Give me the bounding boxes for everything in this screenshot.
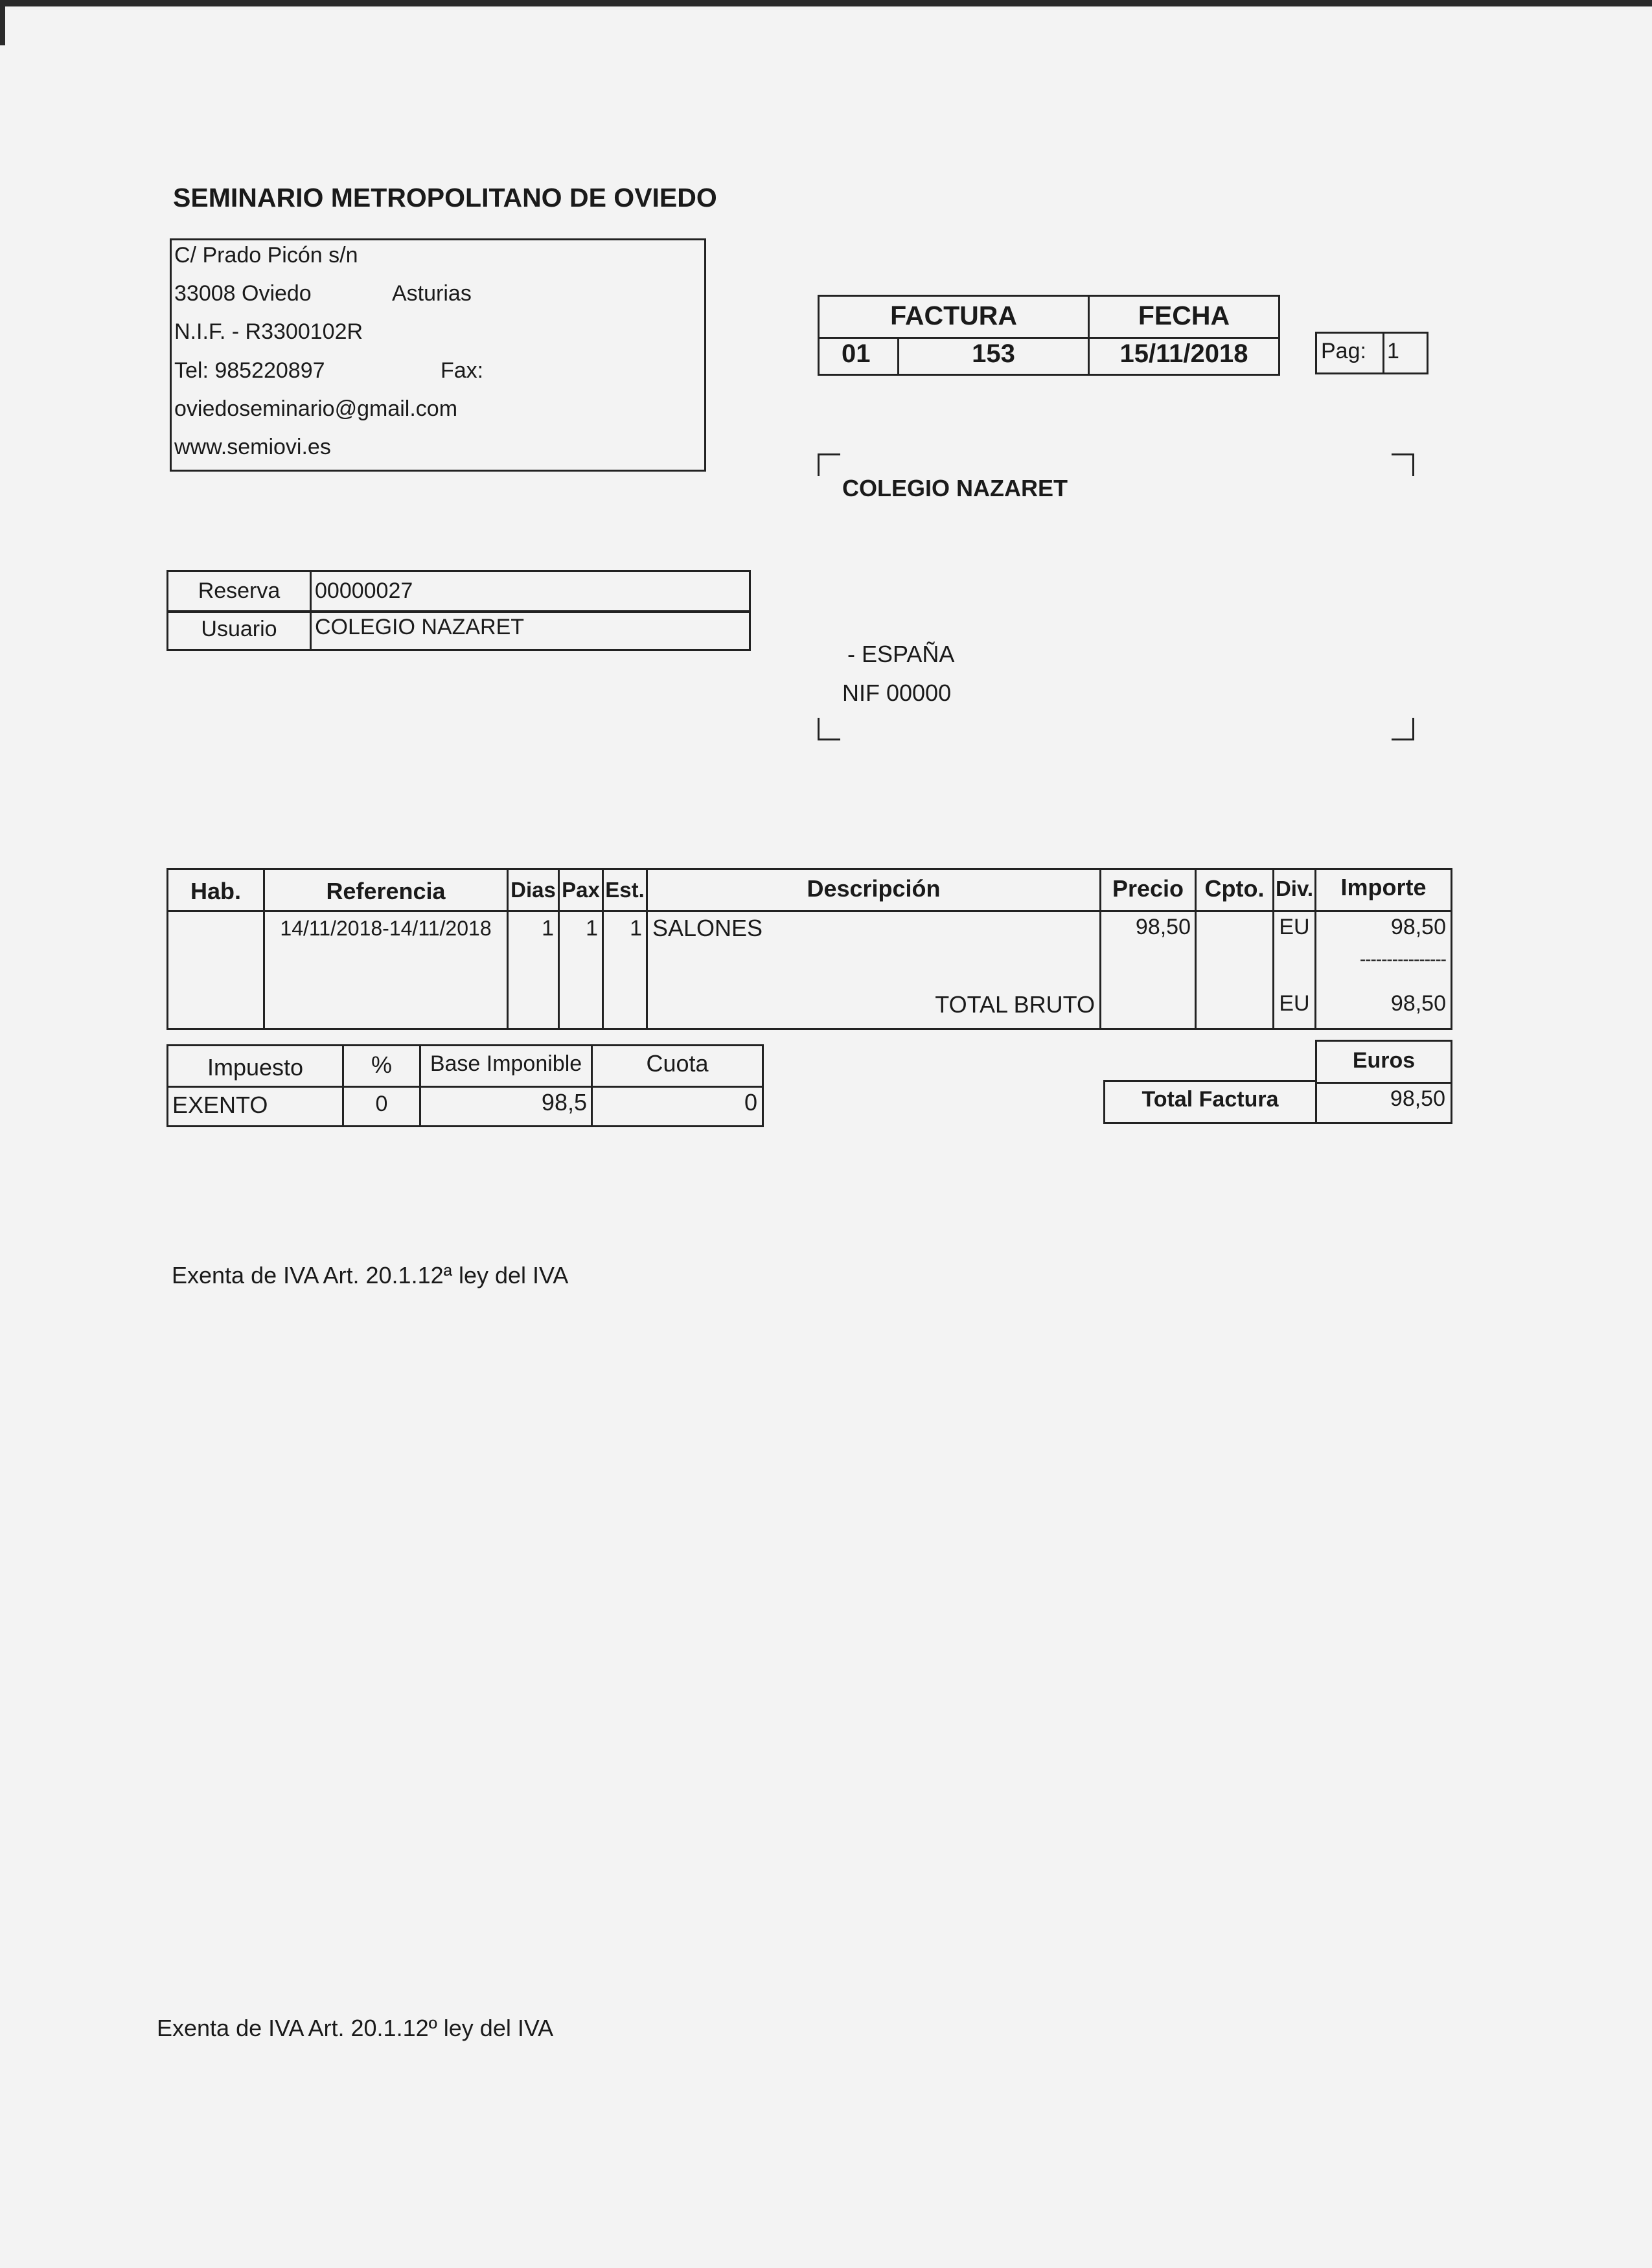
issuer-email: oviedoseminario@gmail.com bbox=[174, 396, 458, 421]
col-referencia: Referencia bbox=[326, 878, 446, 904]
reserva-value: 00000027 bbox=[315, 578, 413, 603]
total-bruto-label: TOTAL BRUTO bbox=[935, 991, 1095, 1018]
invoice-date: 15/11/2018 bbox=[1119, 339, 1248, 368]
invoice-header-box bbox=[818, 295, 1280, 376]
total-factura-label-box bbox=[1103, 1080, 1317, 1124]
row-cuota: 0 bbox=[744, 1089, 757, 1116]
client-country: - ESPAÑA bbox=[847, 641, 955, 667]
issuer-postal-city: 33008 Oviedo bbox=[174, 281, 312, 306]
invoice-number: 153 bbox=[972, 339, 1015, 368]
exemption-note-1: Exenta de IVA Art. 20.1.12ª ley del IVA bbox=[172, 1262, 569, 1289]
col-impuesto: Impuesto bbox=[207, 1054, 304, 1081]
row-div: EU bbox=[1279, 915, 1310, 939]
total-bruto-value: 98,50 bbox=[1390, 991, 1446, 1016]
items-table bbox=[166, 868, 1452, 1030]
usuario-label: Usuario bbox=[201, 617, 277, 641]
row-importe: 98,50 bbox=[1390, 915, 1446, 939]
row-pct: 0 bbox=[375, 1092, 388, 1116]
row-dias: 1 bbox=[542, 916, 554, 941]
row-referencia: 14/11/2018-14/11/2018 bbox=[280, 917, 492, 940]
col-cuota: Cuota bbox=[646, 1050, 709, 1077]
exemption-note-2: Exenta de IVA Art. 20.1.12º ley del IVA bbox=[157, 2015, 554, 2041]
col-div: Div. bbox=[1275, 876, 1314, 900]
col-importe: Importe bbox=[1340, 874, 1427, 900]
corner-mark-bl bbox=[818, 718, 840, 740]
invoice-series: 01 bbox=[842, 339, 871, 368]
euros-label: Euros bbox=[1352, 1048, 1416, 1073]
issuer-nif: N.I.F. - R3300102R bbox=[174, 319, 363, 344]
col-dias: Dias bbox=[511, 878, 556, 902]
usuario-value: COLEGIO NAZARET bbox=[315, 615, 525, 639]
issuer-address-box bbox=[170, 238, 706, 472]
corner-mark-tl bbox=[818, 453, 840, 476]
total-factura-label: Total Factura bbox=[1141, 1087, 1279, 1112]
issuer-region: Asturias bbox=[392, 281, 472, 306]
issuer-tel: Tel: 985220897 bbox=[174, 358, 325, 383]
reservation-box bbox=[166, 570, 751, 651]
tax-table bbox=[166, 1044, 764, 1127]
page-number-box bbox=[1315, 332, 1428, 374]
issuer-name: SEMINARIO METROPOLITANO DE OVIEDO bbox=[173, 183, 717, 212]
total-factura-value: 98,50 bbox=[1390, 1086, 1445, 1111]
importe-separator: ---------------- bbox=[1359, 949, 1446, 969]
col-cpto: Cpto. bbox=[1204, 875, 1265, 902]
scan-top-edge bbox=[0, 0, 1652, 6]
factura-label: FACTURA bbox=[890, 301, 1017, 330]
pag-label: Pag: bbox=[1321, 339, 1366, 363]
col-pct: % bbox=[371, 1051, 392, 1078]
scan-left-edge bbox=[0, 0, 5, 45]
corner-mark-tr bbox=[1392, 453, 1414, 476]
row-precio: 98,50 bbox=[1135, 915, 1191, 939]
issuer-address: C/ Prado Picón s/n bbox=[174, 243, 358, 268]
col-precio: Precio bbox=[1112, 875, 1184, 902]
corner-mark-br bbox=[1392, 718, 1414, 740]
row-est: 1 bbox=[630, 916, 642, 941]
row-pax: 1 bbox=[586, 916, 598, 941]
pag-value: 1 bbox=[1387, 339, 1399, 363]
row-base-imponible: 98,5 bbox=[541, 1089, 587, 1116]
fecha-label: FECHA bbox=[1138, 301, 1230, 330]
col-base-imponible: Base Imponible bbox=[430, 1051, 582, 1076]
issuer-web: www.semiovi.es bbox=[174, 435, 331, 459]
client-name: COLEGIO NAZARET bbox=[842, 475, 1068, 501]
total-bruto-div: EU bbox=[1279, 991, 1310, 1016]
row-impuesto: EXENTO bbox=[172, 1092, 268, 1118]
reserva-label: Reserva bbox=[198, 578, 281, 603]
col-hab: Hab. bbox=[190, 878, 241, 904]
col-pax: Pax bbox=[562, 878, 600, 902]
issuer-fax: Fax: bbox=[441, 358, 484, 383]
euros-box bbox=[1315, 1040, 1452, 1124]
row-descripcion: SALONES bbox=[652, 915, 763, 941]
client-nif: NIF 00000 bbox=[842, 680, 952, 706]
col-est: Est. bbox=[605, 878, 645, 902]
col-descripcion: Descripción bbox=[807, 875, 941, 902]
